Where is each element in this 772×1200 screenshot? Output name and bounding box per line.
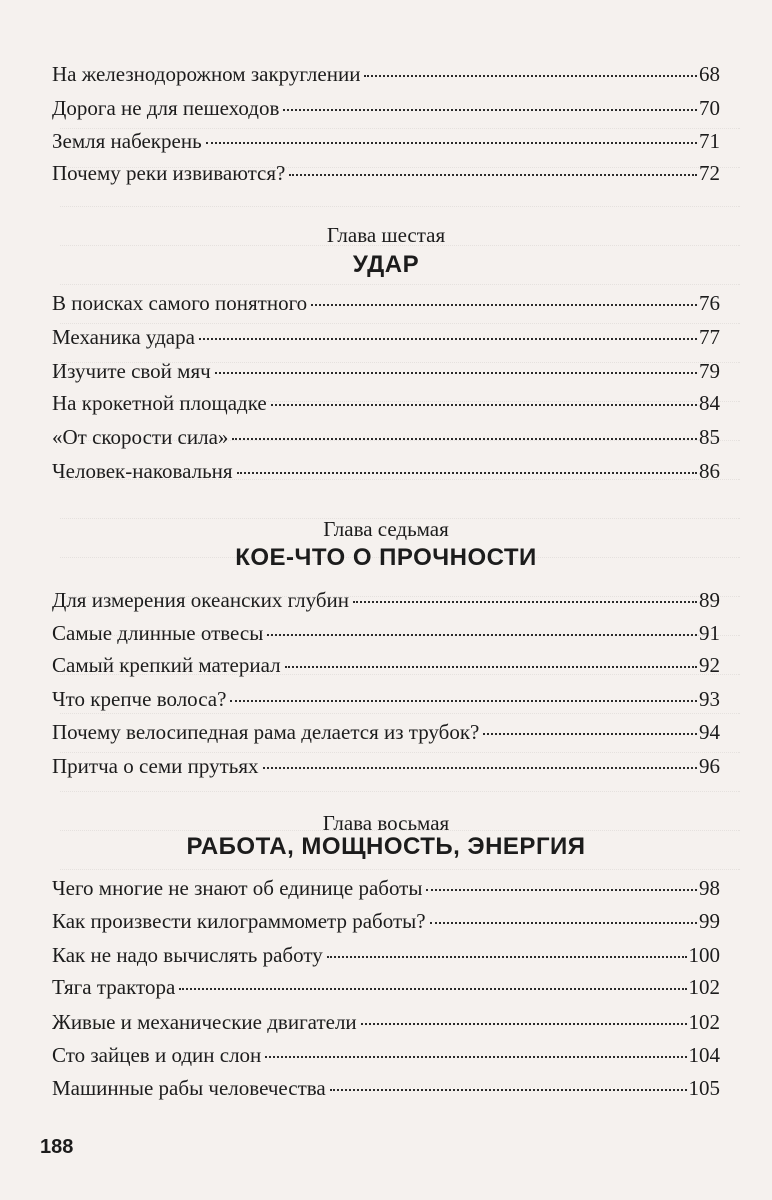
dot-leader — [426, 889, 697, 891]
toc-entry-page: 89 — [699, 588, 720, 612]
toc-entry-page: 86 — [699, 459, 720, 483]
dot-leader — [289, 174, 697, 176]
dot-leader — [199, 338, 697, 340]
toc-entry-page: 85 — [699, 425, 720, 449]
toc-entry — [52, 939, 720, 971]
dot-leader — [179, 988, 686, 990]
dot-leader — [364, 75, 697, 77]
chapter-label: Глава седьмая — [323, 517, 449, 541]
dot-leader — [430, 922, 697, 924]
toc-entry-page: 91 — [699, 621, 720, 645]
toc-entry — [52, 905, 720, 937]
toc-entry — [52, 355, 720, 387]
toc-entry-title: Как не надо вычислять работу — [52, 943, 323, 967]
toc-entry — [52, 584, 720, 616]
toc-entry-page: 92 — [699, 653, 720, 677]
toc-entry-title: Машинные рабы человечества — [52, 1076, 326, 1100]
chapter-title: КОЕ-ЧТО О ПРОЧНОСТИ — [235, 544, 537, 571]
toc-entry-title: Человек-наковальня — [52, 459, 233, 483]
toc-entry-title: Для измерения океанских глубин — [52, 588, 350, 612]
toc-entry — [52, 971, 720, 1003]
dot-leader — [232, 438, 697, 440]
dot-leader — [353, 601, 697, 603]
toc-entry-title: Тяга трактора — [52, 975, 176, 999]
toc-entry-title: Самый крепкий материал — [52, 653, 281, 677]
toc-entry-title: Почему реки извиваются? — [52, 161, 286, 185]
chapter-title: УДАР — [352, 251, 420, 278]
dot-leader — [206, 142, 697, 144]
toc-entry-title: Почему велосипедная рама делается из трубок? — [52, 720, 480, 744]
toc-entry-title: Механика удара — [52, 325, 195, 349]
toc-entry — [52, 287, 720, 319]
toc-entry — [52, 716, 720, 748]
dot-leader — [327, 956, 687, 958]
toc-entry-title: Самые длинные отвесы — [52, 621, 264, 645]
toc-entry — [52, 58, 720, 90]
toc-entry-page: 94 — [699, 720, 720, 744]
toc-entry — [52, 157, 720, 189]
toc-entry — [52, 683, 720, 715]
dot-leader — [265, 1056, 686, 1058]
toc-entry — [52, 1039, 720, 1071]
dot-leader — [267, 634, 697, 636]
chapter-label: Глава восьмая — [322, 811, 450, 835]
chapter-title: РАБОТА, МОЩНОСТЬ, ЭНЕРГИЯ — [186, 833, 586, 860]
toc-entry — [52, 421, 720, 453]
toc-entry — [52, 1006, 720, 1038]
toc-entry-title: Как произвести килограммометр работы? — [52, 909, 426, 933]
dot-leader — [330, 1089, 687, 1091]
toc-entry — [52, 872, 720, 904]
dot-leader — [483, 733, 697, 735]
toc-entry-page: 77 — [699, 325, 720, 349]
toc-entry-page: 105 — [688, 1076, 720, 1100]
toc-entry-page: 104 — [688, 1043, 720, 1067]
toc-entry — [52, 455, 720, 487]
toc-entry-page: 99 — [699, 909, 720, 933]
toc-entry — [52, 387, 720, 419]
toc-entry — [52, 617, 720, 649]
dot-leader — [361, 1023, 687, 1025]
toc-entry — [52, 750, 720, 782]
toc-entry-title: Земля набекрень — [52, 129, 202, 153]
toc-entry — [52, 125, 720, 157]
toc-entry-page: 76 — [699, 291, 720, 315]
toc-entry — [52, 649, 720, 681]
dot-leader — [230, 700, 697, 702]
toc-entry-title: Притча о семи прутьях — [52, 754, 259, 778]
toc-entry — [52, 92, 720, 124]
toc-entry-title: Живые и механические двигатели — [52, 1010, 357, 1034]
dot-leader — [283, 109, 697, 111]
dot-leader — [263, 767, 697, 769]
toc-entry-title: В поисках самого понятного — [52, 291, 308, 315]
toc-entry-page: 84 — [699, 391, 720, 415]
toc-entry-title: Чего многие не знают об единице работы — [52, 876, 423, 900]
dot-leader — [311, 304, 697, 306]
toc-entry-title: «От скорости сила» — [52, 425, 229, 449]
toc-entry-page: 96 — [699, 754, 720, 778]
toc-entry-page: 70 — [699, 96, 720, 120]
toc-entry-page: 100 — [688, 943, 720, 967]
toc-entry-page: 68 — [699, 62, 720, 86]
toc-entry-title: На крокетной площадке — [52, 391, 267, 415]
dot-leader — [215, 372, 697, 374]
page-number: 188 — [40, 1136, 74, 1158]
toc-entry-page: 93 — [699, 687, 720, 711]
toc-entry-title: Дорога не для пешеходов — [52, 96, 280, 120]
toc-entry-page: 72 — [699, 161, 720, 185]
toc-entry-title: Изучите свой мяч — [52, 359, 211, 383]
toc-entry-page: 102 — [688, 975, 720, 999]
dot-leader — [271, 404, 697, 406]
toc-entry — [52, 321, 720, 353]
chapter-label: Глава шестая — [326, 223, 446, 247]
toc-entry-title: На железнодорожном закруглении — [52, 62, 361, 86]
toc-entry-title: Что крепче волоса? — [52, 687, 227, 711]
toc-entry-page: 102 — [688, 1010, 720, 1034]
dot-leader — [237, 472, 697, 474]
toc-entry-title: Сто зайцев и один слон — [52, 1043, 262, 1067]
toc-entry-page: 98 — [699, 876, 720, 900]
dot-leader — [285, 666, 697, 668]
toc-entry-page: 79 — [699, 359, 720, 383]
toc-entry-page: 71 — [699, 129, 720, 153]
toc-entry — [52, 1072, 720, 1104]
